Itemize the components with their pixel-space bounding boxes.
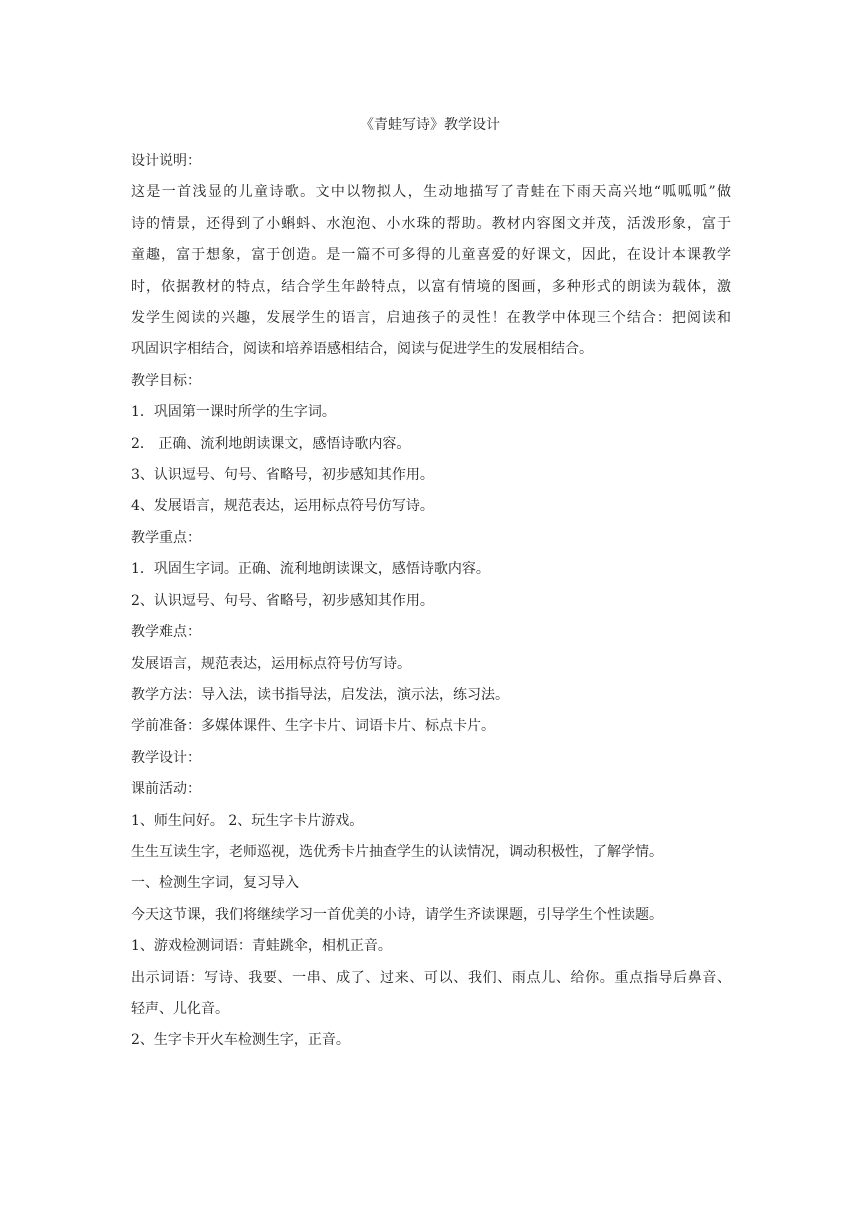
paragraph-line: 发展语言，规范表达，运用标点符号仿写诗。: [131, 655, 411, 672]
section-heading-lesson-design: 教学设计：: [131, 749, 201, 766]
list-item: 1、游戏检测词语：青蛙跳伞，相机正音。: [131, 938, 392, 955]
document-body: [131, 146, 731, 1057]
paragraph-line: 巩固识字相结合，阅读和培养语感相结合，阅读与促进学生的发展相结合。: [131, 341, 593, 358]
section-heading-step-one: 一、检测生字词，复习导入: [131, 875, 299, 892]
section-heading-pre-class: 课前活动：: [131, 781, 201, 798]
paragraph-line: 发学生阅读的兴趣，发展学生的语言，启迪孩子的灵性！在教学中体现三个结合：把阅读和: [131, 310, 731, 327]
section-heading-key-points: 教学重点：: [131, 529, 201, 546]
list-item: 1．巩固生字词。正确、流利地朗读课文，感悟诗歌内容。: [131, 561, 490, 578]
document-title: 《青蛙写诗》教学设计: [360, 117, 500, 133]
paragraph-line: 轻声、儿化音。: [131, 1000, 229, 1017]
list-item: 2． 正确、流利地朗读课文，感悟诗歌内容。: [131, 435, 411, 452]
paragraph-line: 教学方法：导入法，读书指导法，启发法，演示法，练习法。: [131, 686, 509, 703]
list-item: 3、认识逗号、句号、省略号，初步感知其作用。: [131, 467, 434, 484]
list-item: 1．巩固第一课时所学的生字词。: [131, 404, 336, 421]
list-item: 2、生字卡开火车检测生字，正音。: [131, 1032, 350, 1049]
paragraph-line: 诗的情景，还得到了小蝌蚪、水泡泡、小水珠的帮助。教材内容图文并茂，活泼形象，富于: [131, 215, 731, 232]
section-heading-objectives: 教学目标：: [131, 372, 201, 389]
paragraph-line: 这是一首浅显的儿童诗歌。文中以物拟人，生动地描写了青蛙在下雨天高兴地“呱呱呱”做: [131, 184, 731, 201]
paragraph-line: 时，依据教材的特点，结合学生年龄特点，以富有情境的图画，多种形式的朗读为载体，激: [131, 278, 731, 295]
paragraph-line: 出示词语：写诗、我要、一串、成了、过来、可以、我们、雨点儿、给你。重点指导后鼻音、: [131, 969, 731, 986]
paragraph-line: 童趣，富于想象，富于创造。是一篇不可多得的儿童喜爱的好课文，因此，在设计本课教学: [131, 247, 731, 264]
paragraph-line: 生生互读生字，老师巡视，选优秀卡片抽查学生的认读情况，调动积极性，了解学情。: [131, 843, 663, 860]
paragraph-line: 今天这节课，我们将继续学习一首优美的小诗，请学生齐读课题，引导学生个性读题。: [131, 906, 663, 923]
section-heading-difficulties: 教学难点：: [131, 624, 201, 641]
section-heading-design-notes: 设计说明：: [131, 153, 201, 169]
list-item: 2、认识逗号、句号、省略号，初步感知其作用。: [131, 592, 434, 609]
list-item: 1、师生问好。 2、玩生字卡片游戏。: [131, 812, 364, 829]
list-item: 4、发展语言，规范表达，运用标点符号仿写诗。: [131, 498, 434, 515]
paragraph-line: 学前准备：多媒体课件、生字卡片、词语卡片、标点卡片。: [131, 718, 495, 735]
